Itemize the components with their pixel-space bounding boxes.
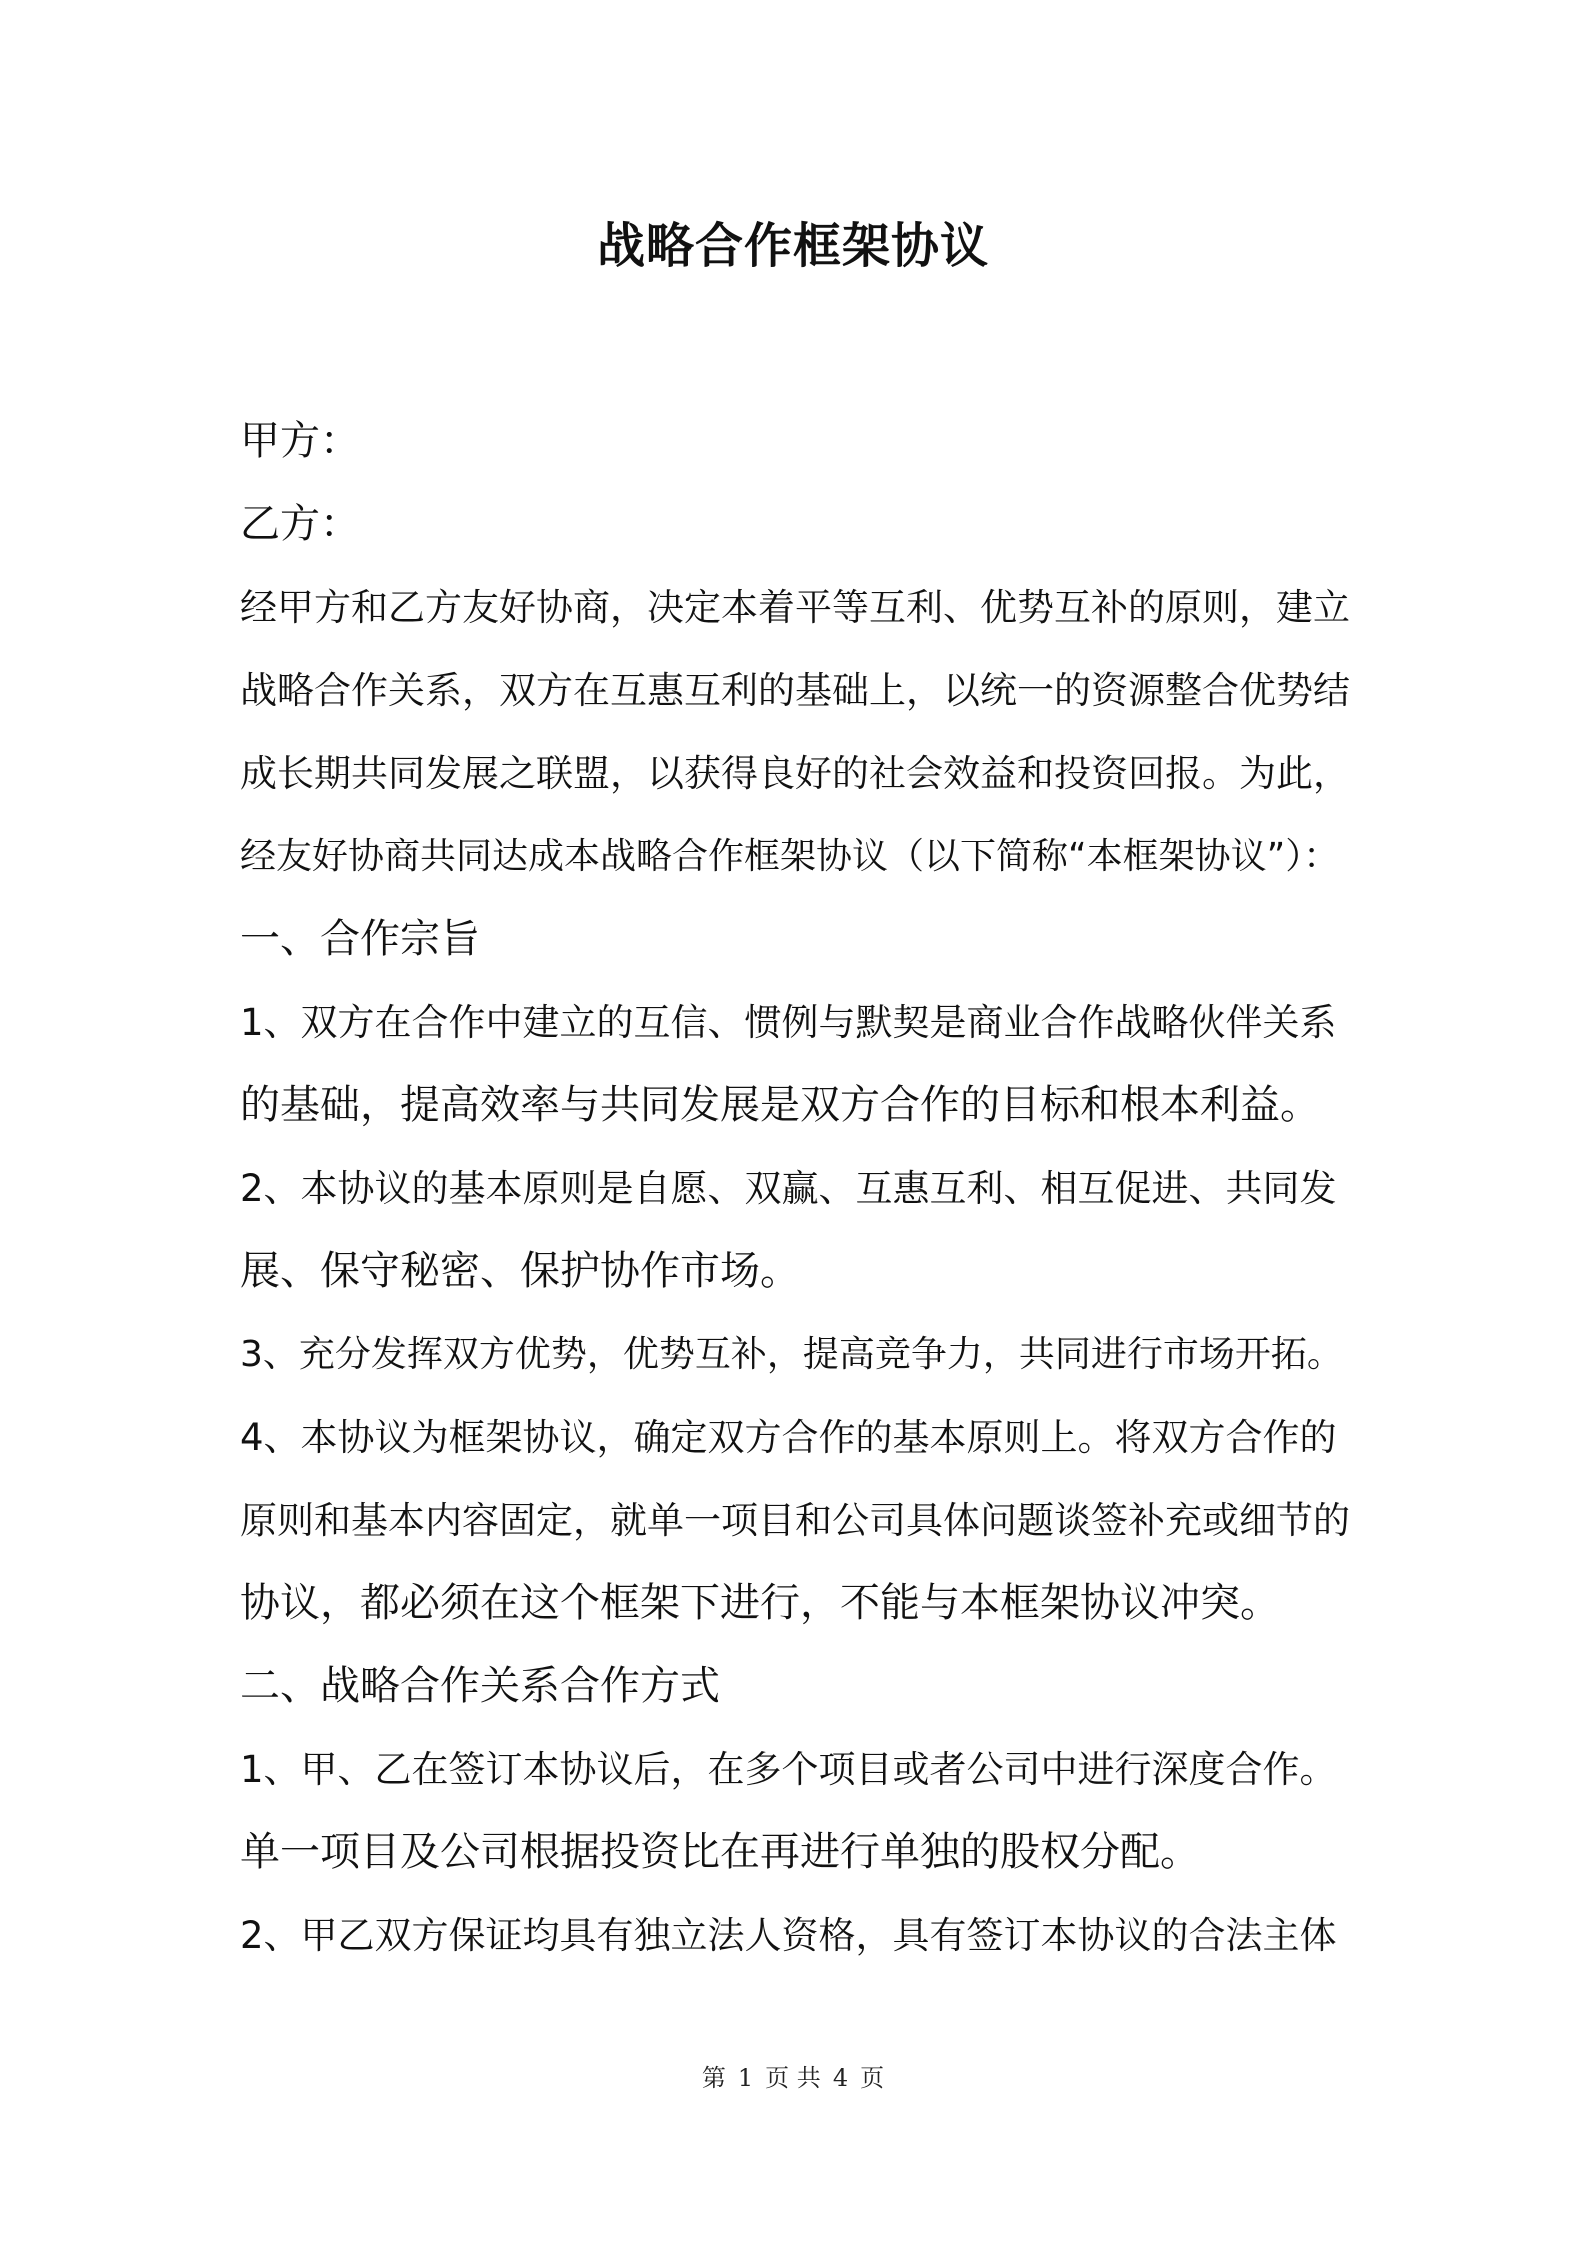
party-a-line: 甲方： [240, 418, 360, 464]
body-line: 协议，都必须在这个框架下进行，不能与本框架协议冲突。 [240, 1580, 1280, 1626]
body-line: 3、充分发挥双方优势，优势互补，提高竞争力，共同进行市场开拓。 [240, 1334, 1343, 1375]
footer-suffix: 页 [860, 2064, 885, 2092]
party-b-line: 乙方： [240, 501, 360, 547]
body-line: 1、甲、乙在签订本协议后，在多个项目或者公司中进行深度合作。 [240, 1748, 1337, 1791]
body-line: 4、本协议为框架协议，确定双方合作的基本原则上。将双方合作的 [240, 1416, 1337, 1459]
section-heading-1: 一、合作宗旨 [240, 916, 480, 962]
body-line: 原则和基本内容固定，就单一项目和公司具体问题谈签补充或细节的 [240, 1499, 1350, 1542]
body-line: 战略合作关系，双方在互惠互利的基础上，以统一的资源整合优势结 [240, 669, 1350, 712]
section-heading-2: 二、战略合作关系合作方式 [240, 1663, 720, 1709]
body-line: 2、本协议的基本原则是自愿、双赢、互惠互利、相互促进、共同发 [240, 1167, 1337, 1210]
body-line: 经友好协商共同达成本战略合作框架协议（以下简称“本框架协议”）： [240, 836, 1340, 877]
body-line: 展、保守秘密、保护协作市场。 [240, 1248, 800, 1294]
footer-total-pages: 4 [832, 2064, 849, 2092]
footer-prefix: 第 [701, 2064, 726, 2092]
body-line: 2、甲乙双方保证均具有独立法人资格，具有签订本协议的合法主体 [240, 1914, 1337, 1957]
body-line: 单一项目及公司根据投资比在再进行单独的股权分配。 [240, 1829, 1200, 1875]
body-line: 经甲方和乙方友好协商，决定本着平等互利、优势互补的原则，建立 [240, 586, 1350, 629]
document-title: 战略合作框架协议 [596, 218, 989, 274]
body-line: 1、双方在合作中建立的互信、惯例与默契是商业合作战略伙伴关系 [240, 1001, 1337, 1044]
footer-mid: 页 共 [765, 2064, 821, 2092]
footer-page-number: 1 [737, 2064, 754, 2092]
body-line: 的基础，提高效率与共同发展是双方合作的目标和根本利益。 [240, 1082, 1320, 1128]
page-footer [0, 2058, 1586, 2093]
document-body [240, 400, 1365, 1977]
body-line: 成长期共同发展之联盟，以获得良好的社会效益和投资回报。为此， [240, 752, 1350, 795]
